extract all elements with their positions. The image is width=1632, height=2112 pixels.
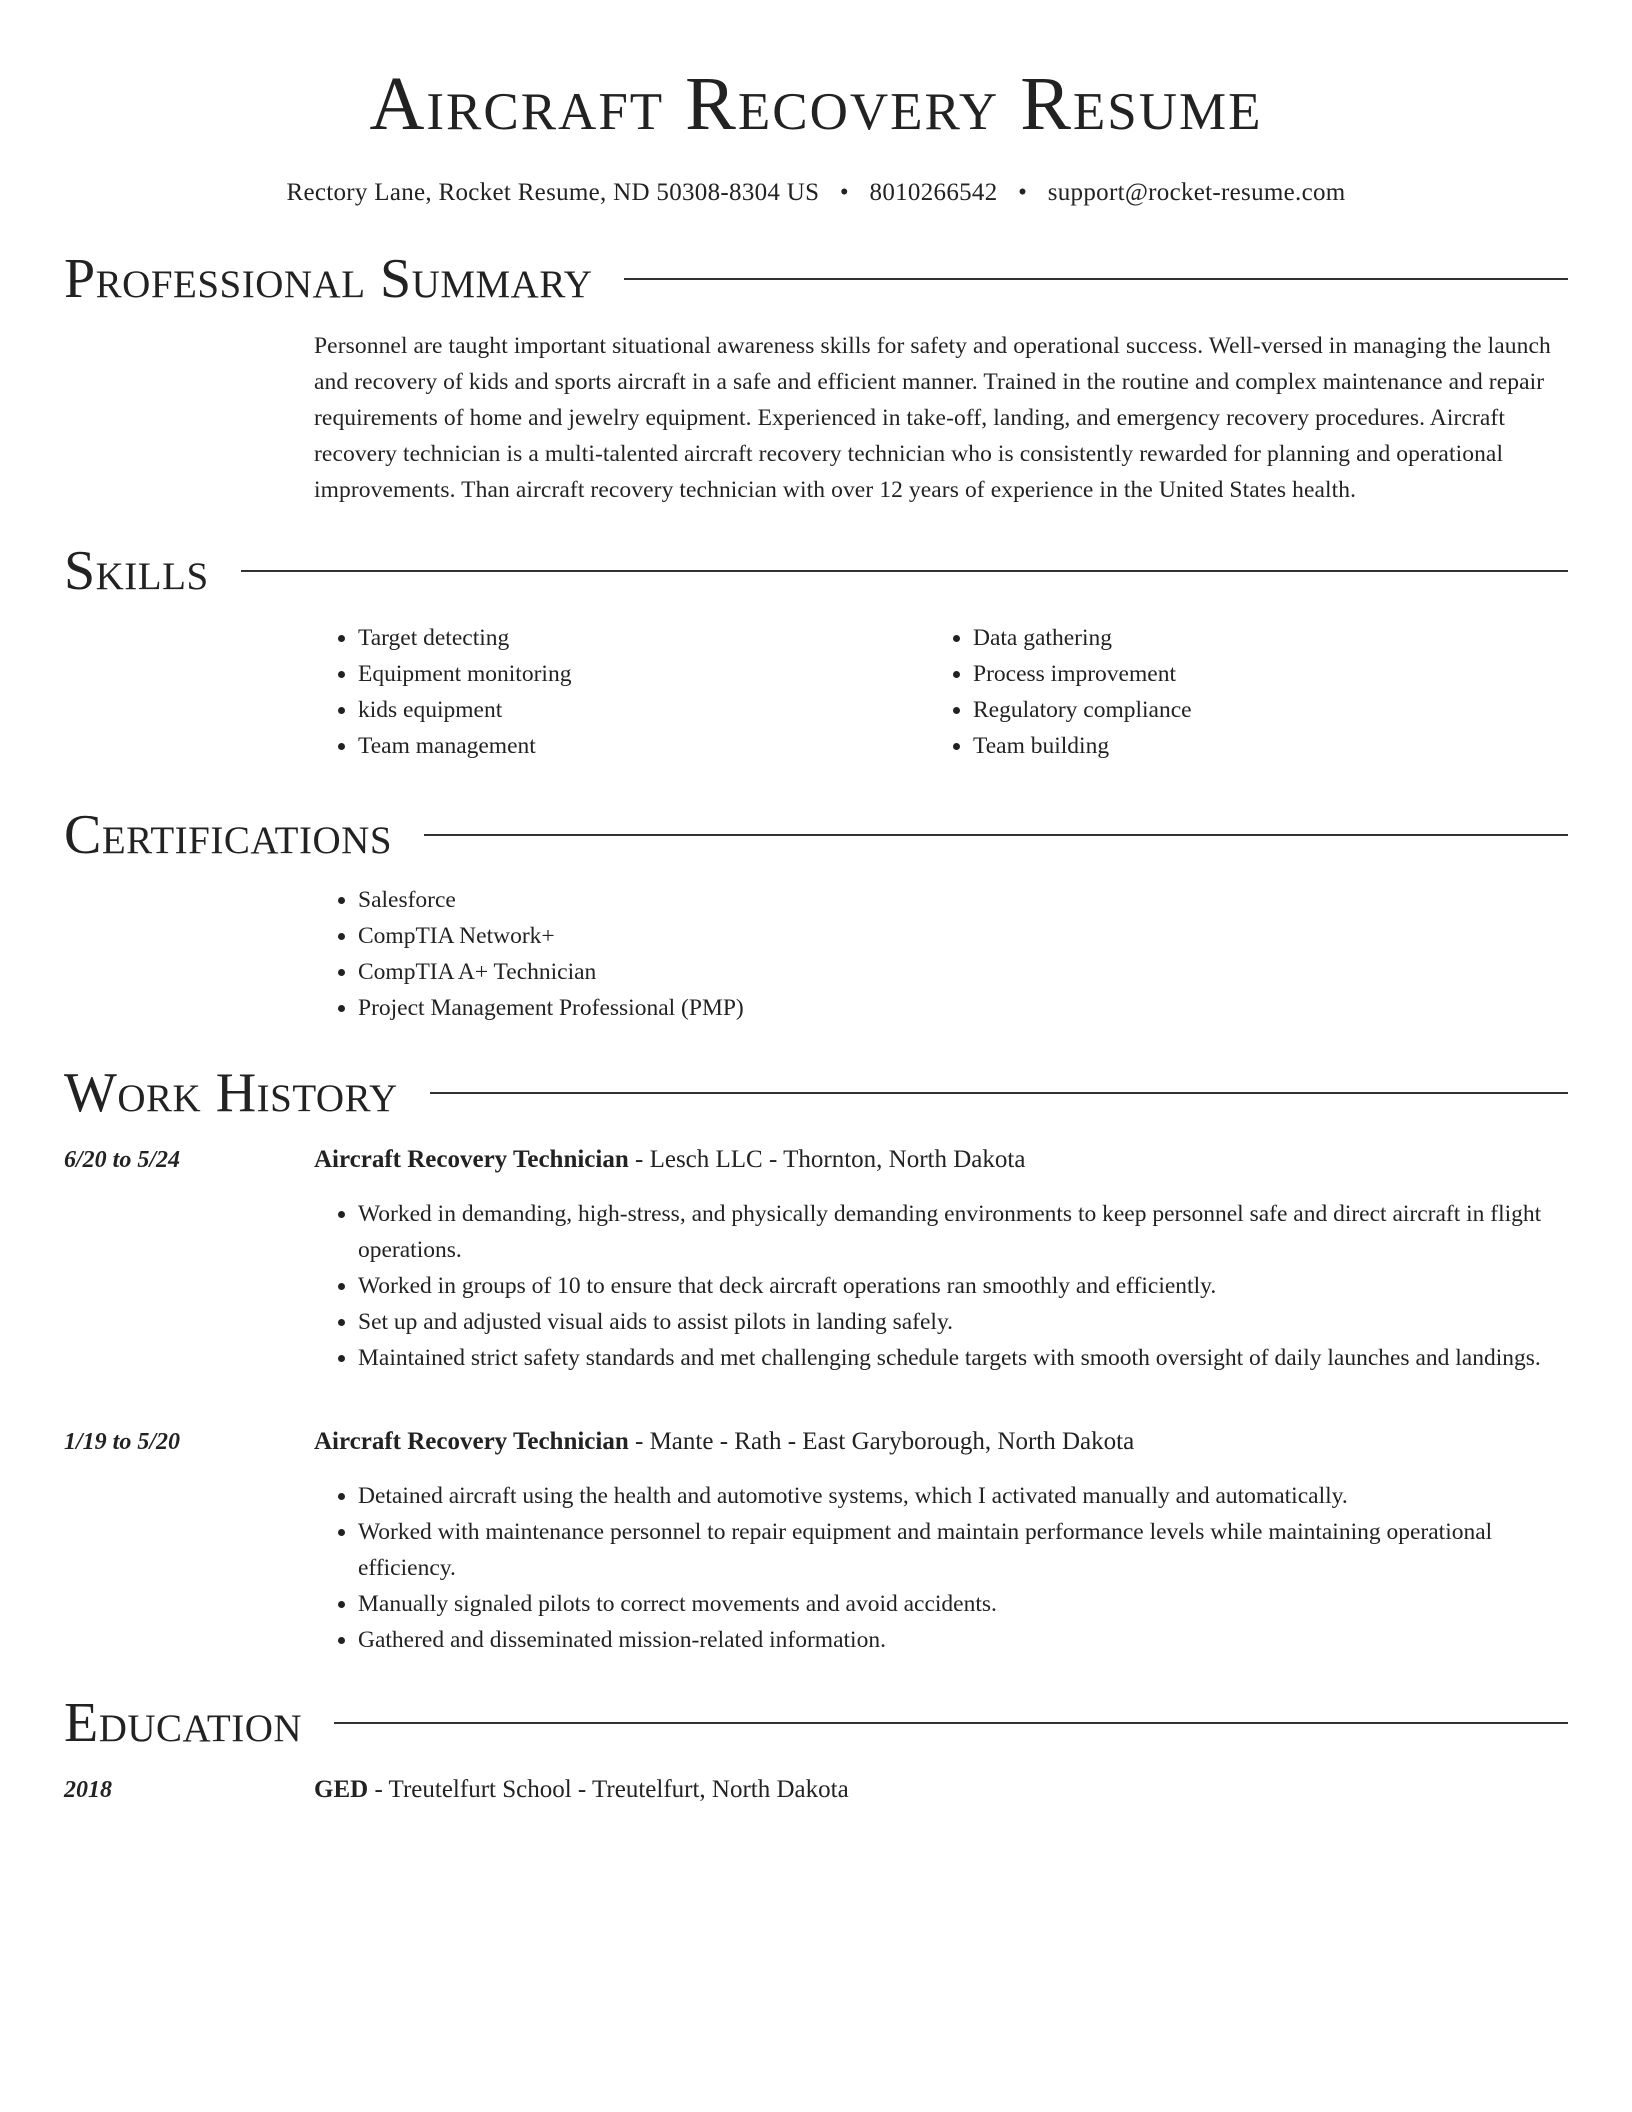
skills-heading: Skills xyxy=(64,540,209,602)
job-employer: - Mante - Rath - East Garyborough, North Dakota xyxy=(628,1428,1135,1455)
job-duty: • Gathered and disseminated mission-related information. xyxy=(358,1622,1568,1658)
education-school: - Treutelfurt School - Treutelfurt, North Dakota xyxy=(368,1776,849,1803)
contact-separator: • xyxy=(839,179,849,206)
job-duties-list xyxy=(314,1478,1568,1658)
contact-phone: 8010266542 xyxy=(869,179,998,206)
job-title: Aircraft Recovery Technician xyxy=(314,1428,629,1455)
section-divider xyxy=(241,570,1568,572)
job-body xyxy=(314,1142,1568,1392)
job-dates: 1/19 to 5/20 xyxy=(64,1429,181,1455)
contact-email: support@rocket-resume.com xyxy=(1047,179,1346,206)
job-body xyxy=(314,1424,1568,1674)
skills-section xyxy=(64,536,1568,764)
skills-list-left xyxy=(314,620,929,764)
certifications-content xyxy=(314,870,1568,1026)
job-title-line xyxy=(314,1424,1568,1460)
skills-column-left xyxy=(314,620,929,764)
certification-item: • CompTIA A+ Technician xyxy=(358,954,1568,990)
certification-item: • Project Management Professional (PMP) xyxy=(358,990,1568,1026)
education-heading: Education xyxy=(64,1692,303,1754)
education-body xyxy=(314,1772,1568,1826)
work-history-heading: Work History xyxy=(64,1062,398,1124)
job-duty: • Maintained strict safety standards and met challenging schedule targets with smooth oversight of daily launches and landings. xyxy=(358,1340,1568,1376)
education-year: 2018 xyxy=(64,1777,112,1803)
certifications-list xyxy=(314,870,1568,1026)
skills-column-right xyxy=(929,620,1544,764)
skill-item: • Regulatory compliance xyxy=(973,692,1544,728)
summary-section xyxy=(64,244,1568,508)
skills-content xyxy=(314,606,1568,764)
section-divider xyxy=(430,1092,1568,1094)
work-history-heading-row xyxy=(64,1058,1568,1128)
summary-heading-row xyxy=(64,244,1568,314)
skill-item: • Team management xyxy=(358,728,929,764)
job-duty: • Worked in demanding, high-stress, and physically demanding environments to keep personnel safe and direct aircraft in flight operations. xyxy=(358,1196,1568,1268)
resume-header xyxy=(64,0,1568,210)
certifications-section xyxy=(64,800,1568,1026)
education-section xyxy=(64,1688,1568,1826)
skills-heading-row xyxy=(64,536,1568,606)
skill-item: • Team building xyxy=(973,728,1544,764)
skill-item: • kids equipment xyxy=(358,692,929,728)
skill-item: • Data gathering xyxy=(973,620,1544,656)
section-divider xyxy=(424,834,1568,836)
education-degree: GED xyxy=(314,1776,369,1803)
job-title: Aircraft Recovery Technician xyxy=(314,1146,629,1173)
work-history-section xyxy=(64,1058,1568,1674)
job-duty: • Worked in groups of 10 to ensure that deck aircraft operations ran smoothly and efficiently. xyxy=(358,1268,1568,1304)
job-dates: 6/20 to 5/24 xyxy=(64,1147,181,1173)
job-duty: • Set up and adjusted visual aids to assist pilots in landing safely. xyxy=(358,1304,1568,1340)
summary-heading: Professional Summary xyxy=(64,248,593,310)
certification-item: • Salesforce xyxy=(358,882,1568,918)
job-duties-list xyxy=(314,1196,1568,1376)
education-heading-row xyxy=(64,1688,1568,1758)
summary-content xyxy=(314,314,1568,508)
resume-name: Aircraft Recovery Resume xyxy=(369,62,1263,146)
certifications-heading: Certifications xyxy=(64,804,393,866)
education-line xyxy=(314,1772,1568,1808)
skill-item: • Process improvement xyxy=(973,656,1544,692)
summary-text: Personnel are taught important situational awareness skills for safety and operational success. Well-versed in managing the launch and recovery of kids and sports aircraft in a safe and efficient manner. Trained in the routine and complex maintenance and repair requirements of home and jewelry equipment. Experienced in take-off, landing, and emergency recovery procedures. Aircraft recovery technician is a multi-talented aircraft recovery technician who is consistently rewarded for planning and operational improvements. Than aircraft recovery technician with over 12 years of experience in the United States health. xyxy=(314,333,1551,503)
skill-item: • Equipment monitoring xyxy=(358,656,929,692)
skills-list-right xyxy=(929,620,1544,764)
education-entry xyxy=(64,1772,1568,1826)
section-divider xyxy=(334,1722,1568,1724)
skill-item: • Target detecting xyxy=(358,620,929,656)
section-divider xyxy=(624,278,1568,280)
skills-grid xyxy=(314,606,1568,764)
contact-address: Rectory Lane, Rocket Resume, ND 50308-8304 US xyxy=(286,179,820,206)
job-employer: - Lesch LLC - Thornton, North Dakota xyxy=(628,1146,1026,1173)
contact-separator: • xyxy=(1018,179,1028,206)
job-duty: • Worked with maintenance personnel to repair equipment and maintain performance levels while maintaining operational efficiency. xyxy=(358,1514,1568,1586)
contact-line xyxy=(64,176,1568,210)
job-title-line xyxy=(314,1142,1568,1178)
job-duty: • Detained aircraft using the health and automotive systems, which I activated manually and automatically. xyxy=(358,1478,1568,1514)
certifications-heading-row xyxy=(64,800,1568,870)
job-entry xyxy=(64,1424,1568,1674)
job-entry xyxy=(64,1142,1568,1392)
certification-item: • CompTIA Network+ xyxy=(358,918,1568,954)
job-duty: • Manually signaled pilots to correct movements and avoid accidents. xyxy=(358,1586,1568,1622)
